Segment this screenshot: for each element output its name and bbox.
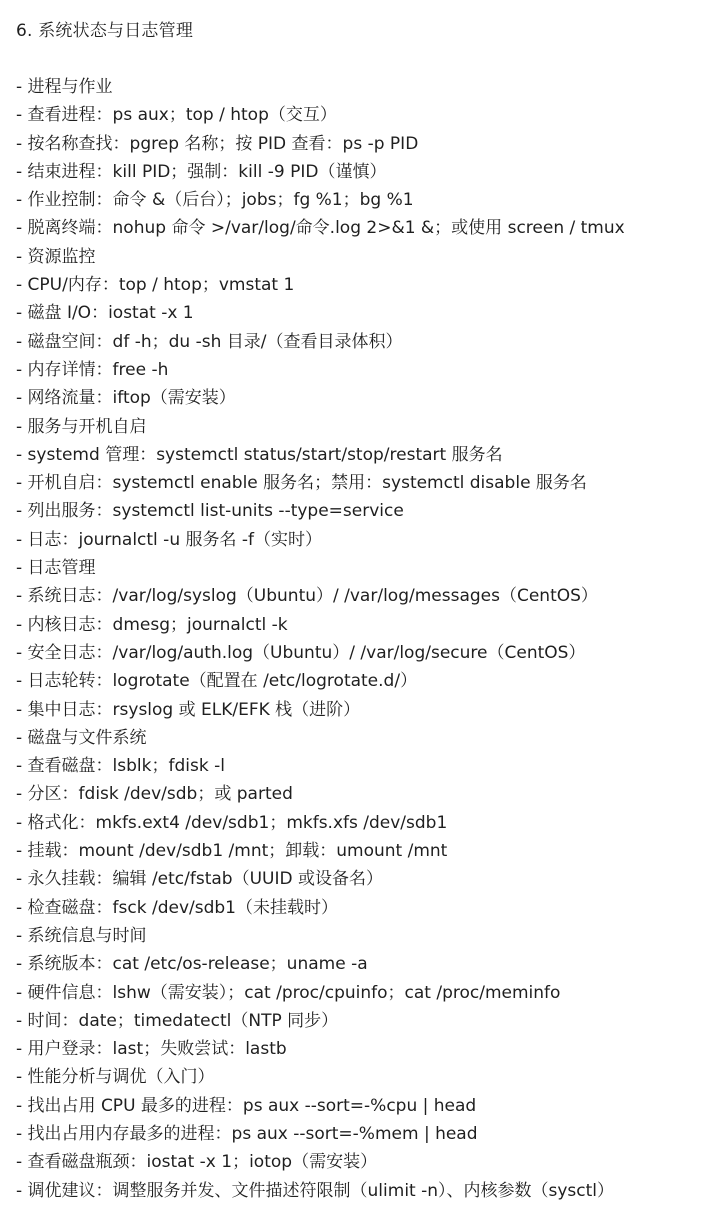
list-item: - 磁盘与文件系统 xyxy=(16,727,147,748)
list-item: - 结束进程：kill PID；强制：kill -9 PID（谨慎） xyxy=(16,161,387,182)
list-item: - 查看进程：ps aux；top / htop（交互） xyxy=(16,105,337,126)
list-item: - 查看磁盘瓶颈：iostat -x 1；iotop（需安装） xyxy=(16,1152,378,1173)
list-item: - 日志管理 xyxy=(16,558,96,579)
list-item: - 性能分析与调优（入门） xyxy=(16,1067,215,1088)
list-item: - 服务与开机自启 xyxy=(16,416,147,437)
list-item: - 挂载：mount /dev/sdb1 /mnt；卸载：umount /mnt xyxy=(16,841,448,862)
list-item: - 系统日志：/var/log/syslog（Ubuntu）/ /var/log/messages（CentOS） xyxy=(16,586,598,607)
list-item: - 找出占用内存最多的进程：ps aux --sort=-%mem | head xyxy=(16,1123,478,1144)
document-title: 6. 系统状态与日志管理 xyxy=(16,21,194,41)
list-item: - 按名称查找：pgrep 名称；按 PID 查看：ps -p PID xyxy=(16,133,419,154)
list-item: - 日志：journalctl -u 服务名 -f（实时） xyxy=(16,529,323,550)
list-item: - 磁盘 I/O：iostat -x 1 xyxy=(16,303,194,324)
list-item: - 内核日志：dmesg；journalctl -k xyxy=(16,614,288,635)
list-item: - 检查磁盘：fsck /dev/sdb1（未挂载时） xyxy=(16,897,338,918)
list-item: - 调优建议：调整服务并发、文件描述符限制（ulimit -n）、内核参数（sysctl） xyxy=(16,1180,615,1201)
list-item: - 进程与作业 xyxy=(16,77,113,97)
list-item: - 资源监控 xyxy=(16,246,96,267)
list-item: - 网络流量：iftop（需安装） xyxy=(16,388,236,409)
list-item: - 硬件信息：lshw（需安装）；cat /proc/cpuinfo；cat /proc/meminfo xyxy=(16,982,561,1003)
list-item: - 磁盘空间：df -h；du -sh 目录/（查看目录体积） xyxy=(16,331,403,352)
list-item: - 系统版本：cat /etc/os-release；uname -a xyxy=(16,954,368,975)
content-list xyxy=(16,73,712,1205)
list-item: - 格式化：mkfs.ext4 /dev/sdb1；mkfs.xfs /dev/sdb1 xyxy=(16,812,448,833)
list-item: - 集中日志：rsyslog 或 ELK/EFK 栈（进阶） xyxy=(16,699,361,720)
list-item: - 日志轮转：logrotate（配置在 /etc/logrotate.d/） xyxy=(16,671,418,692)
list-item: - 查看磁盘：lsblk；fdisk -l xyxy=(16,756,225,777)
list-item: - 脱离终端：nohup 命令 >/var/log/命令.log 2>&1 &；或使用 screen / tmux xyxy=(16,218,625,239)
list-item: - 分区：fdisk /dev/sdb；或 parted xyxy=(16,784,293,805)
list-item: - 永久挂载：编辑 /etc/fstab（UUID 或设备名） xyxy=(16,869,383,890)
list-item: - 安全日志：/var/log/auth.log（Ubuntu）/ /var/log/secure（CentOS） xyxy=(16,642,586,663)
list-item: - 时间：date；timedatectl（NTP 同步） xyxy=(16,1010,339,1031)
list-item: - 找出占用 CPU 最多的进程：ps aux --sort=-%cpu | head xyxy=(16,1095,477,1116)
list-item: - CPU/内存：top / htop；vmstat 1 xyxy=(16,275,295,296)
list-item: - systemd 管理：systemctl status/start/stop/restart 服务名 xyxy=(16,444,503,465)
list-item: - 作业控制：命令 &（后台）；jobs；fg %1；bg %1 xyxy=(16,190,414,211)
list-item: - 系统信息与时间 xyxy=(16,925,147,946)
list-item: - 用户登录：last；失败尝试：lastb xyxy=(16,1039,287,1060)
list-item: - 列出服务：systemctl list-units --type=service xyxy=(16,501,404,522)
list-item: - 内存详情：free -h xyxy=(16,359,169,380)
document xyxy=(16,17,712,1205)
list-item: - 开机自启：systemctl enable 服务名；禁用：systemctl disable 服务名 xyxy=(16,473,587,494)
